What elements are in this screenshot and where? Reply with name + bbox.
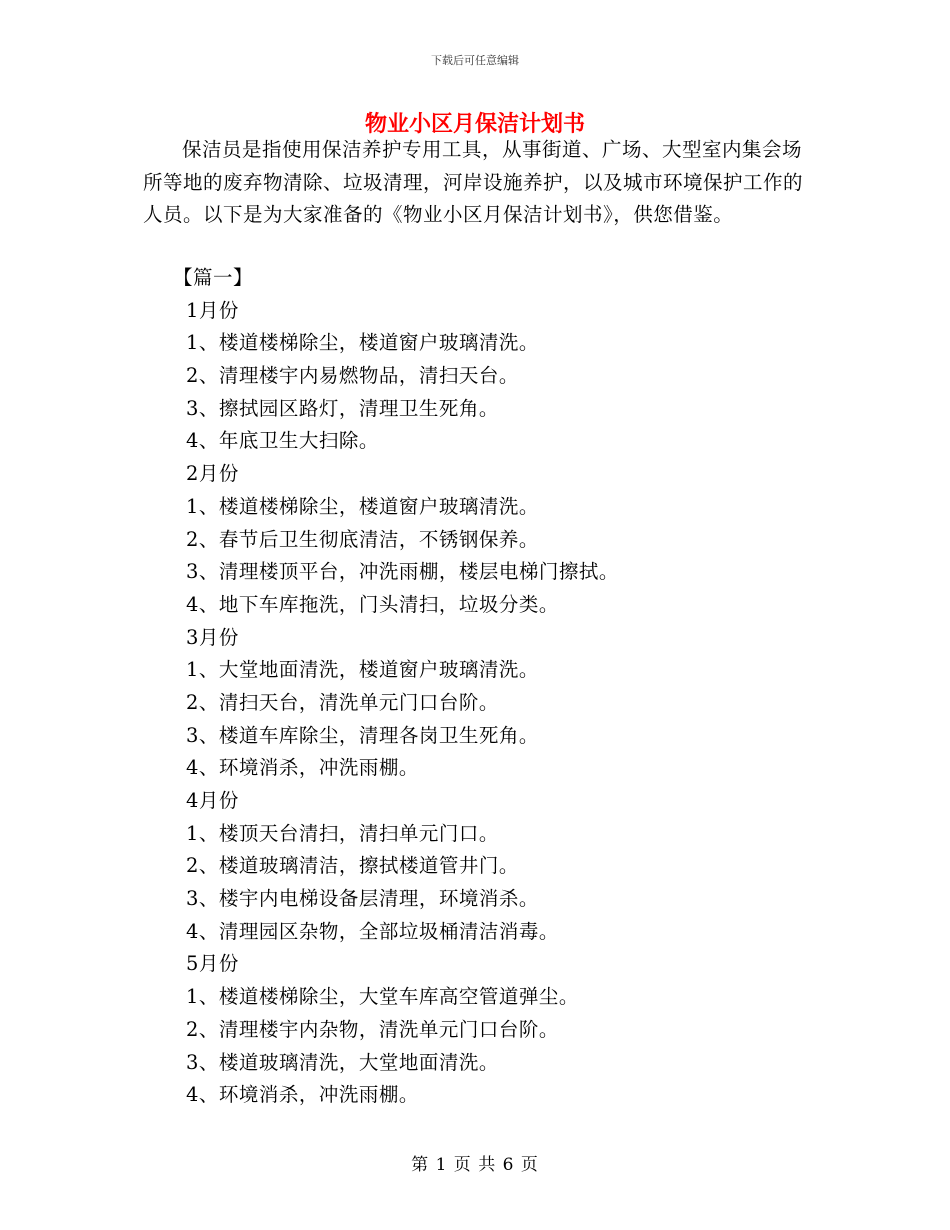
document-title: 物业小区月保洁计划书 bbox=[364, 111, 585, 137]
list-item: 4、环境消杀，冲洗雨棚。 bbox=[186, 1083, 419, 1107]
list-item: 2、清理楼宇内易燃物品，清扫天台。 bbox=[186, 364, 519, 388]
list-item: 2、清扫天台，清洗单元门口台阶。 bbox=[186, 690, 499, 714]
list-item: 4、环境消杀，冲洗雨棚。 bbox=[186, 756, 419, 780]
list-item: 1、楼道楼梯除尘，大堂车库高空管道弹尘。 bbox=[186, 985, 579, 1009]
month-heading: 3月份 bbox=[186, 625, 239, 649]
list-item: 4、年底卫生大扫除。 bbox=[186, 429, 379, 453]
list-item: 3、楼道玻璃清洗，大堂地面清洗。 bbox=[186, 1050, 499, 1074]
list-item: 2、春节后卫生彻底清洁，不锈钢保养。 bbox=[186, 527, 539, 551]
list-item: 3、楼道车库除尘，清理各岗卫生死角。 bbox=[186, 723, 539, 747]
list-item: 1、楼道楼梯除尘，楼道窗户玻璃清洗。 bbox=[186, 331, 539, 355]
list-item: 3、清理楼顶平台，冲洗雨棚，楼层电梯门擦拭。 bbox=[186, 560, 619, 584]
list-item: 1、大堂地面清洗，楼道窗户玻璃清洗。 bbox=[186, 658, 539, 682]
section-label: 【篇一】 bbox=[173, 266, 254, 289]
month-heading: 4月份 bbox=[186, 789, 239, 812]
list-item: 3、楼宇内电梯设备层清理，环境消杀。 bbox=[186, 887, 539, 911]
month-heading: 5月份 bbox=[186, 952, 239, 976]
month-heading: 2月份 bbox=[186, 462, 239, 486]
list-item: 4、地下车库拖洗，门头清扫，垃圾分类。 bbox=[186, 592, 559, 616]
plan-body bbox=[143, 262, 808, 1112]
list-item: 4、清理园区杂物，全部垃圾桶清洁消毒。 bbox=[186, 919, 559, 943]
list-item: 1、楼顶天台清扫，清扫单元门口。 bbox=[186, 821, 499, 845]
list-item: 2、楼道玻璃清洁，擦拭楼道管井门。 bbox=[186, 854, 519, 878]
list-item: 2、清理楼宇内杂物，清洗单元门口台阶。 bbox=[186, 1017, 559, 1041]
intro-paragraph: 保洁员是指使用保洁养护专用工具，从事街道、广场、大型室内集会场所等地的废弃物清除、垃圾清理，河岸设施养护，以及城市环境保护工作的人员。以下是为大家准备的《物业小区月保洁计划书》，供您借鉴。 bbox=[143, 138, 804, 226]
list-item: 3、擦拭园区路灯，清理卫生死角。 bbox=[186, 396, 499, 420]
list-item: 1、楼道楼梯除尘，楼道窗户玻璃清洗。 bbox=[186, 494, 539, 518]
page-header: 下载后可任意编辑 bbox=[431, 54, 519, 67]
page-footer: 第 1 页 共 6 页 bbox=[411, 1155, 539, 1175]
month-heading: 1月份 bbox=[186, 298, 239, 322]
